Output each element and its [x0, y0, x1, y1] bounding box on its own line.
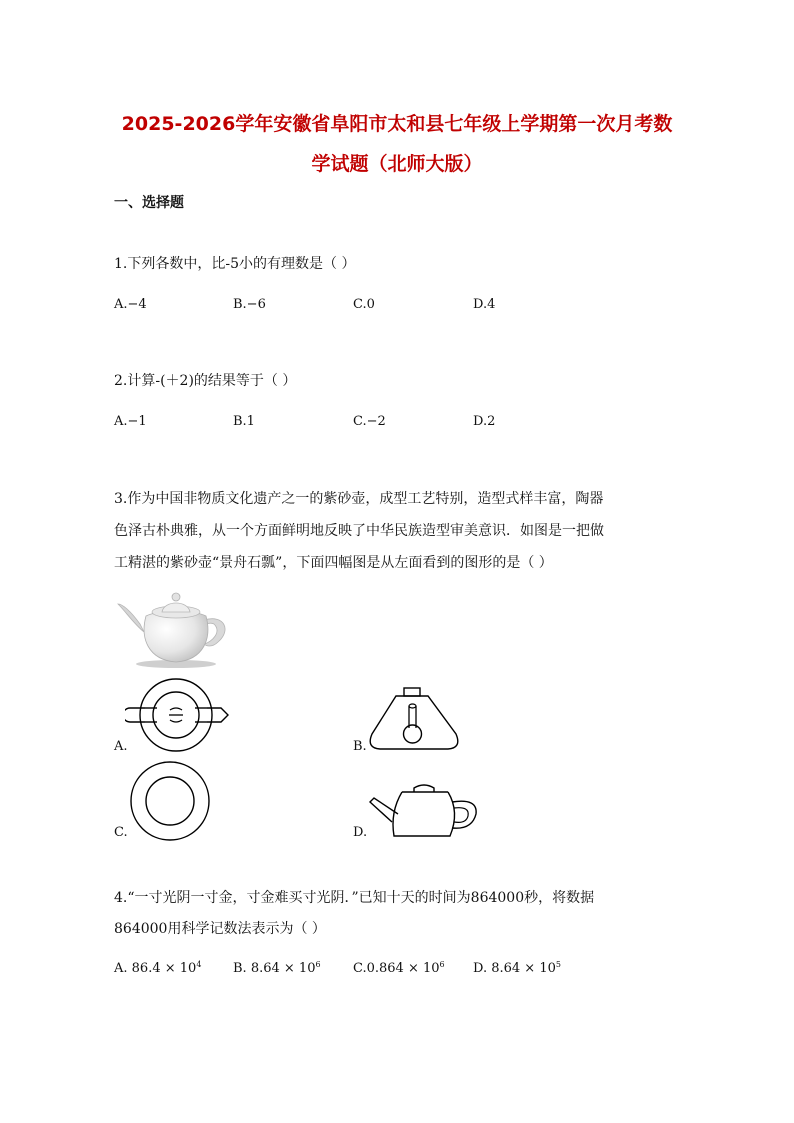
question-1-option-c: C.0: [353, 297, 375, 312]
question-3-option-b: B.: [353, 739, 367, 754]
teapot-photo: [114, 586, 234, 668]
question-4-option-b: B. $8.64 \times 10^6$: [233, 960, 321, 976]
question-3-option-d: D.: [353, 825, 368, 840]
document-title-line2: 学试题（北师大版）: [311, 153, 483, 175]
question-2-option-c: C.−2: [353, 414, 386, 429]
question-4-option-a: A. $86.4 \times 10^4$: [114, 960, 202, 976]
question-3-line-2: 色泽古朴典雅，从一个方面鲜明地反映了中华民族造型审美意识．如图是一把做: [114, 523, 604, 539]
question-3-figure-d: [368, 778, 480, 840]
question-3-option-a: A.: [114, 739, 128, 754]
question-3-line-1: 3.作为中国非物质文化遗产之一的紫砂壶，成型工艺特别，造型式样丰富，陶器: [114, 491, 604, 507]
question-3-figure-a: [125, 678, 231, 754]
question-1-option-a: A.−4: [114, 297, 147, 312]
section-heading: 一、选择题: [114, 195, 184, 211]
question-3-figure-c: [129, 760, 211, 842]
question-2-stem: 2.计算-(＋2)的结果等于（ ）: [114, 373, 297, 389]
question-4-option-c: $C.0.864 \times 10^6$: [353, 960, 445, 976]
question-4-line-2: 864000用科学记数法表示为（ ）: [114, 921, 326, 937]
question-4-option-d: D. $8.64 \times 10^5$: [473, 960, 561, 976]
question-1-stem: 1.下列各数中，比-5小的有理数是（ ）: [114, 256, 356, 272]
question-2-option-d: D.2: [473, 414, 496, 429]
question-3-option-c: C.: [114, 825, 128, 840]
question-1-option-b: B.−6: [233, 297, 266, 312]
document-title-line1: 2025-2026学年安徽省阜阳市太和县七年级上学期第一次月考数: [121, 113, 673, 135]
question-3-line-3: 工精湛的紫砂壶“景舟石瓢”，下面四幅图是从左面看到的图形的是（ ）: [114, 555, 553, 571]
question-2-option-a: A.−1: [114, 414, 147, 429]
question-1-option-d: D.4: [473, 297, 496, 312]
question-2-option-b: B.1: [233, 414, 255, 429]
question-4-line-1: 4.“一寸光阴一寸金，寸金难买寸光阴．”已知十天的时间为864000秒，将数据: [114, 890, 595, 906]
question-3-figure-b: [366, 686, 462, 752]
